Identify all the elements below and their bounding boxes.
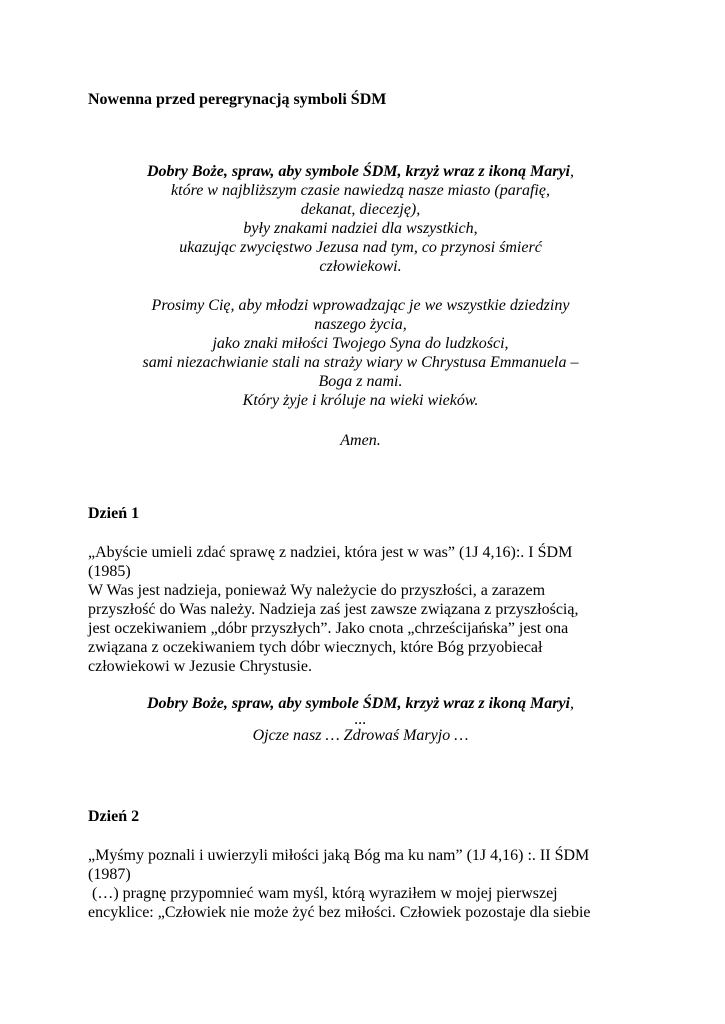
day-1-line: człowiekowi w Jezusie Chrystusie. xyxy=(88,658,312,675)
prayer-bold-text: Dobry Boże, spraw, aby symbole ŚDM, krzyż wraz z ikoną Maryi xyxy=(147,695,570,712)
day-1-line: przyszłość do Was należy. Nadzieja zaś jest zawsze związana z przyszłością, xyxy=(88,601,579,618)
day-2-line: (…) pragnę przypomnieć wam myśl, którą wyraziłem w mojej pierwszej xyxy=(88,885,558,902)
intro-prayer-stanza-1 xyxy=(88,162,633,276)
prayer-line: jako znaki miłości Twojego Syna do ludzkości, xyxy=(212,335,509,352)
day-2-line: „Myśmy poznali i uwierzyli miłości jaką Bóg ma ku nam” (1J 4,16) :. II ŚDM xyxy=(88,847,590,864)
day-1-line: związana z oczekiwaniem tych dóbr wiecznych, które Bóg przyobiecał xyxy=(88,639,543,656)
amen-text: Amen. xyxy=(340,432,381,449)
day-1-prayer xyxy=(88,694,633,745)
intro-prayer-amen xyxy=(88,431,633,450)
prayer-comma: , xyxy=(570,163,574,180)
day-1-heading: Dzień 1 xyxy=(88,505,140,522)
prayer-closing: Ojcze nasz … Zdrowaś Maryjo … xyxy=(252,727,469,744)
prayer-bold-text: Dobry Boże, spraw, aby symbole ŚDM, krzyż wraz z ikoną Maryi xyxy=(147,163,570,180)
prayer-comma: , xyxy=(570,695,574,712)
prayer-line: były znakami nadziei dla wszystkich, xyxy=(243,220,478,237)
day-1-line: „Abyście umieli zdać sprawę z nadziei, która jest w was” (1J 4,16):. I ŚDM xyxy=(88,544,573,561)
prayer-line: Prosimy Cię, aby młodzi wprowadzając je we wszystkie dziedziny xyxy=(151,297,570,314)
prayer-line: człowiekowi. xyxy=(319,258,402,275)
prayer-line: naszego życia, xyxy=(314,316,407,333)
prayer-ellipsis: ... xyxy=(354,711,367,728)
document-page xyxy=(88,0,633,1024)
day-1-text xyxy=(88,543,633,676)
day-1-line: W Was jest nadzieja, ponieważ Wy należycie do przyszłości, a zarazem xyxy=(88,582,546,599)
prayer-line: dekanat, diecezję), xyxy=(300,201,421,218)
document-title: Nowenna przed peregrynacją symboli ŚDM xyxy=(88,91,387,108)
day-2-heading: Dzień 2 xyxy=(88,808,140,825)
day-2-line: encyklice: „Człowiek nie może żyć bez miłości. Człowiek pozostaje dla siebie xyxy=(88,904,591,921)
prayer-line: Który żyje i króluje na wieki wieków. xyxy=(242,392,479,409)
day-1-line: jest oczekiwaniem „dóbr przyszłych”. Jako cnota „chrześcijańska” jest ona xyxy=(88,620,569,637)
prayer-line xyxy=(88,162,633,181)
prayer-line: ukazując zwycięstwo Jezusa nad tym, co przynosi śmierć xyxy=(179,239,542,256)
prayer-line: które w najbliższym czasie nawiedzą nasze miasto (parafię, xyxy=(171,182,550,199)
prayer-line: sami niezachwianie stali na straży wiary w Chrystusa Emmanuela – xyxy=(142,354,579,371)
intro-prayer-stanza-2 xyxy=(88,296,633,410)
day-2-line: (1987) xyxy=(88,866,131,883)
day-2-text xyxy=(88,846,633,922)
day-1-line: (1985) xyxy=(88,563,131,580)
prayer-line: Boga z nami. xyxy=(318,373,403,390)
